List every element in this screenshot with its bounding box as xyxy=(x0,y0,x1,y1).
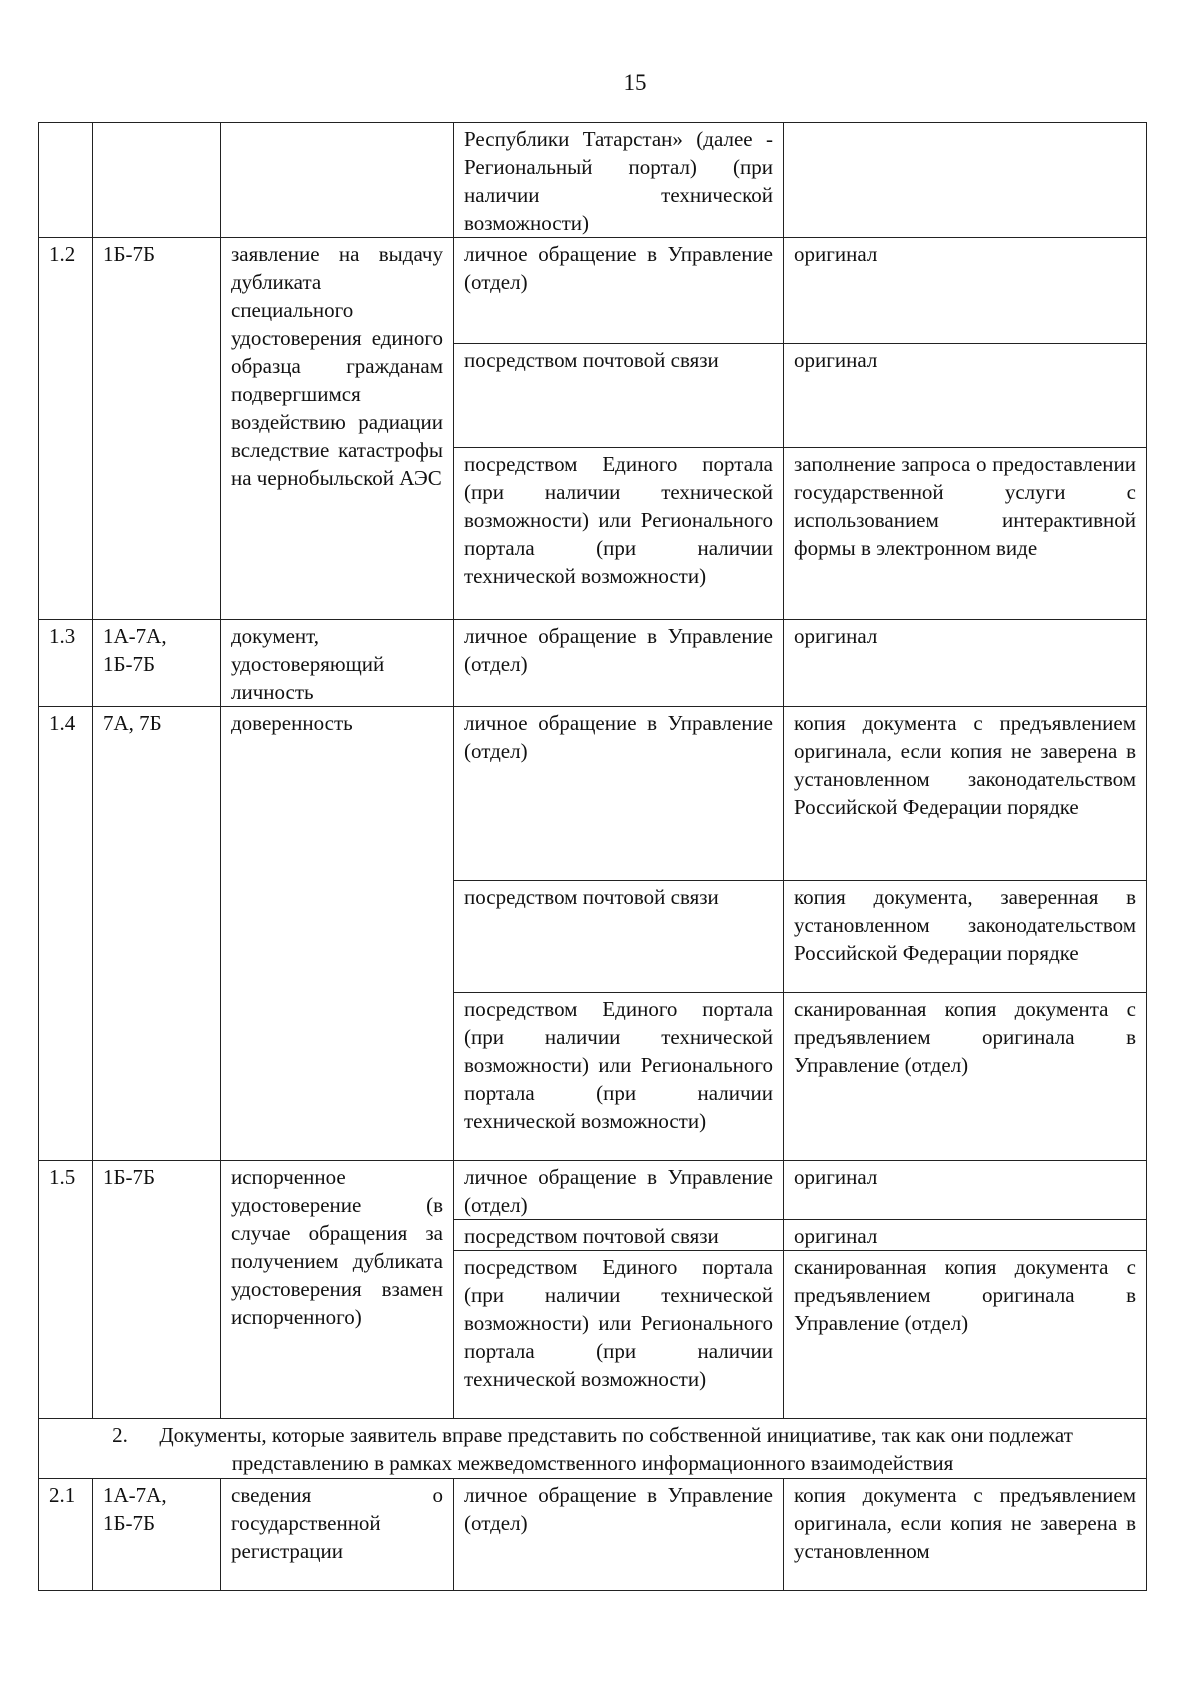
cell-num: 1.4 xyxy=(39,707,93,1161)
section-heading xyxy=(39,1419,1147,1479)
cell-channel: личное обращение в Управление (отдел) xyxy=(454,238,784,344)
cell-channel: личное обращение в Управление (отдел) xyxy=(454,707,784,881)
cell-channel: личное обращение в Управление (отдел) xyxy=(454,1479,784,1591)
cell-channel: посредством почтовой связи xyxy=(454,881,784,993)
cell-num: 1.2 xyxy=(39,238,93,620)
cell-category: 1Б-7Б xyxy=(93,1161,221,1419)
cell-form: копия документа с предъявлением оригинала, если копия не заверена в установленном xyxy=(784,1479,1147,1591)
cell-category xyxy=(93,123,221,238)
cell-form: заполнение запроса о предоставлении государственной услуги с использованием интерактивной формы в электронном виде xyxy=(784,448,1147,620)
cell-form: оригинал xyxy=(784,238,1147,344)
cell-form: копия документа, заверенная в установленном законодательством Российской Федерации порядке xyxy=(784,881,1147,993)
cell-form: оригинал xyxy=(784,1220,1147,1251)
cell-document: сведения о государственной регистрации xyxy=(221,1479,454,1591)
cell-category: 1А-7А, 1Б-7Б xyxy=(93,1479,221,1591)
cell-channel: личное обращение в Управление (отдел) xyxy=(454,1161,784,1220)
documents-table xyxy=(38,122,1147,1591)
cell-channel: посредством почтовой связи xyxy=(454,344,784,448)
cell-category: 7А, 7Б xyxy=(93,707,221,1161)
table-row xyxy=(39,123,1147,238)
cell-num: 1.3 xyxy=(39,620,93,707)
cell-category: 1Б-7Б xyxy=(93,238,221,620)
cell-channel: посредством почтовой связи xyxy=(454,1220,784,1251)
section-row xyxy=(39,1419,1147,1479)
cell-channel: личное обращение в Управление (отдел) xyxy=(454,620,784,707)
table-row xyxy=(39,1161,1147,1220)
cell-form: оригинал xyxy=(784,1161,1147,1220)
table-row xyxy=(39,707,1147,881)
cell-form: оригинал xyxy=(784,344,1147,448)
cell-num: 2.1 xyxy=(39,1479,93,1591)
section-number: 2. xyxy=(112,1423,128,1447)
table-row xyxy=(39,238,1147,344)
page-number: 15 xyxy=(623,70,647,95)
cell-num: 1.5 xyxy=(39,1161,93,1419)
cell-channel: посредством Единого портала (при наличии технической возможности) или Регионального портала (при наличии технической возможности) xyxy=(454,1251,784,1419)
cell-form: копия документа с предъявлением оригинала, если копия не заверена в установленном законодательством Российской Федерации порядке xyxy=(784,707,1147,881)
section-text: Документы, которые заявитель вправе представить по собственной инициативе, так как они подлежат представлению в рамках межведомственного информационного взаимодействия xyxy=(159,1423,1073,1475)
cell-channel: Республики Татарстан» (далее - Региональный портал) (при наличии технической возможности) xyxy=(454,123,784,238)
cell-form: оригинал xyxy=(784,620,1147,707)
cell-document: испорченное удостоверение (в случае обращения за получением дубликата удостоверения взамен испорченного) xyxy=(221,1161,454,1419)
table-row xyxy=(39,620,1147,707)
cell-channel: посредством Единого портала (при наличии технической возможности) или Регионального портала (при наличии технической возможности) xyxy=(454,993,784,1161)
cell-document xyxy=(221,123,454,238)
cell-form xyxy=(784,123,1147,238)
cell-channel: посредством Единого портала (при наличии технической возможности) или Регионального портала (при наличии технической возможности) xyxy=(454,448,784,620)
table-row xyxy=(39,1479,1147,1591)
cell-document: документ, удостоверяющий личность xyxy=(221,620,454,707)
cell-num xyxy=(39,123,93,238)
cell-form: сканированная копия документа с предъявлением оригинала в Управление (отдел) xyxy=(784,993,1147,1161)
cell-form: сканированная копия документа с предъявлением оригинала в Управление (отдел) xyxy=(784,1251,1147,1419)
cell-document: заявление на выдачу дубликата специального удостоверения единого образца гражданам подвергшимся воздействию радиации вследствие катастрофы на чернобыльской АЭС xyxy=(221,238,454,620)
cell-category: 1А-7А, 1Б-7Б xyxy=(93,620,221,707)
cell-document: доверенность xyxy=(221,707,454,1161)
